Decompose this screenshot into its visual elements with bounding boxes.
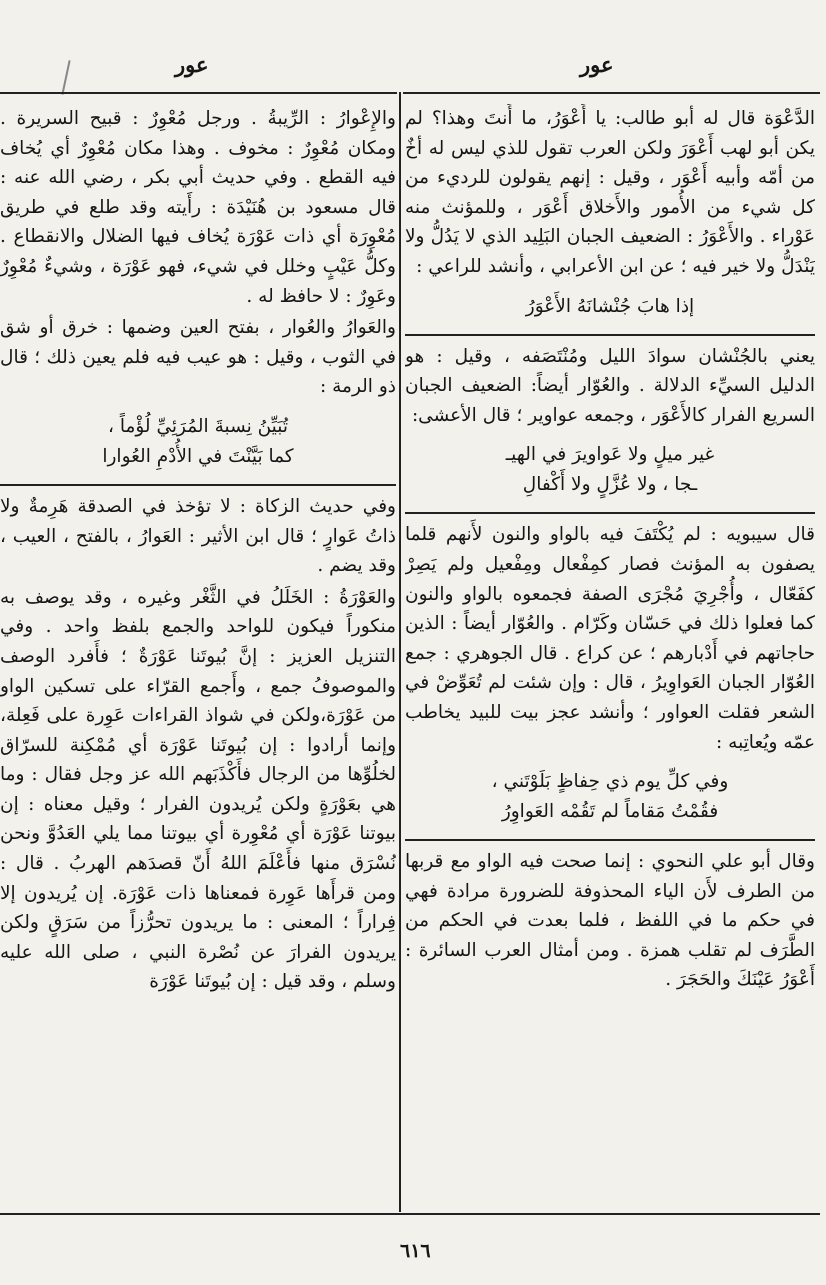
paragraph: والعَوارُ والعُوار ، بفتح العين وضمها : خرق أو شق في الثوب ، وقيل : هو عيب فيه فلم يعين ذلك ؛ قال ذو الرمة : [0, 317, 396, 398]
verse-line: ـجا ، ولا عُزَّلٍ ولا أَكْفالِ [522, 474, 698, 496]
verse-line: كما بَيَّنْتَ في الأُدْمِ العُوارا [102, 445, 294, 467]
right-column [405, 104, 815, 1214]
separator [405, 512, 815, 514]
verse-line: إذا هابَ جُنْشانَهُ الأَعْوَرُ [525, 295, 695, 317]
paragraph: وفي حديث الزكاة : لا تؤخذ في الصدقة هَرِمةٌ ولا ذاتُ عَوارٍ ؛ قال ابن الأثير : العَوارُ ، بالفتح ، العيب ، وقد يضم . [0, 495, 396, 577]
left-column [0, 104, 396, 1214]
paragraph: وقال أبو علي النحوي : إنما صحت فيه الواو مع قربها من الطرف لأَن الياء المحذوفة للضرورة مرادة فهي في حكم ما في اللفظ ، فلما بعدت في الحكم من الطَّرَف لم تقلب همزة . ومن أمثال العرب السائرة : أَعْوَرُ عَيْنَكَ والحَجَرَ . [405, 851, 815, 991]
verse-line: غير ميلٍ ولا عَواويرَ في الهيـ [505, 444, 715, 466]
verse [0, 412, 396, 472]
header-word-left: عور [175, 52, 209, 77]
verse [405, 292, 815, 322]
column-divider [399, 92, 401, 1212]
paragraph: قال سيبويه : لم يُكْتَفَ فيه بالواو والنون لأَنهم قلما يصفون به المؤنث فصار كمِفْعال ومِفْعيل ولم يَصِرْ كفَعّال ، وأُجْرِيَ مُجْرَى الصفة فجمعوه بالواو والنون كما فعلوا ذلك في حَسّان وكَرّام . والعُوّار أيضاً : الذين حاجاتهم في أَدْبارهم ؛ عن كراع . قال الجوهري : جمع العُوّار الجبان العَواوِيرُ ، قال : وإن شئت لم تُعَوِّضْ في الشعر فقلت العواور ؛ وأنشد عجز بيت للبيد يخاطب عمّه ويُعاتِبه : [405, 524, 815, 753]
header-word-right: عور [580, 52, 614, 77]
verse-line: وفي كلِّ يوم ذي حِفاظٍ بَلَوْتَني ، [491, 771, 729, 793]
paragraph: والإِعْوارُ : الرِّيبةُ . ورجل مُعْوِرٌ : قبيح السريرة . ومكان مُعْوِرٌ : مخوف . وهذا مكان مُعْوِرٌ أي يُخاف فيه القطع . وفي حديث أبي بكر ، رضي الله عنه : قال مسعود بن هُنَيْدَة : رأَيته وقد طلع في طريق مُعْوِرَة أي ذات عَوْرَة يُخاف فيها الضلال والانقطاع . وكلُّ عَيْبٍ وخلل في شيء، فهو عَوْرَة ، وشيءٌ مُعْوِرٌ وعَوِرٌ : لا حافظ له . [0, 108, 396, 307]
header-rule-right [403, 92, 820, 94]
separator [405, 839, 815, 841]
separator [0, 484, 396, 486]
verse [405, 767, 815, 827]
page-number: ٦١٦ [400, 1240, 431, 1262]
verse-line: فقُمْتُ مَقاماً لم تَقُمْه العَواوِرُ [501, 801, 719, 823]
verse [405, 440, 815, 500]
separator [405, 334, 815, 336]
header-rule-left [0, 92, 397, 94]
paragraph: يعني بالجُنْشان سوادَ الليل ومُنْتَصَفه ، وقيل : هو الدليل السيِّء الدلالة . والعُوّار أيضاً: الضعيف الجبان السريع الفرار كالأَعْوَر ، وجمعه عواوير ؛ قال الأعشى: [405, 345, 815, 426]
verse-line: تُبَيِّنُ نِسبةَ المُرَئِيِّ لُؤْماً ، [107, 415, 289, 437]
paragraph: الدَّعْوَة قال له أبو طالب: يا أَعْوَرُ، ما أَنتَ وهذا؟ لم يكن أبو لهب أَعْوَرَ ولكن العرب تقول للذي ليس له أخٌ من أمّه وأبيه أَعْوَر ، وقيل : إنهم يقولون للرديء من كل شيء من الأُمور والأَخلاق أَعْوَر ، وللمؤنث منه عَوْراء . والأَعْوَرُ : الضعيف الجبان البَلِيد الذي لا يَدُلُّ ولا يَنْدَلُّ ولا خير فيه ؛ عن ابن الأعرابي ، وأنشد للراعي : [405, 108, 815, 277]
scan-mark [61, 60, 70, 95]
paragraph: والعَوْرَةُ : الخَلَلُ في الثَّغْر وغيره ، وقد يوصف به منكوراً فيكون للواحد والجمع بلفظ واحد . وفي التنزيل العزيز : إنَّ بُيوتَنا عَوْرَةٌ ؛ فأَفرد الوصف والموصوفُ جمع ، وأَجمع القرّاء على تسكين الواو من عَوْرَة،ولكن في شواذ القراءات عَوِرة على فَعِلة، وإنما أرادوا : إن بُيوتَنا عَوْرَة أي مُمْكِنة للسرّاق لخلُوِّها من الرجال فأَكْذَبَهم الله عز وجل فقال : وما هي بعَوْرَةٍ ولكن يُريدون الفرار ؛ وقيل معناه : إن بيوتنا عَوْرَة أي مُعْوِرة أي بيوتنا مما يلي العَدُوَّ ونحن نُسْرَق منها فأَعْلَمَ اللهُ أَنّ قصدَهم الهربُ . قال : ومن قرأَها عَوِرة فمعناها ذات عَوْرَة. إن يُريدون إلا فِراراً ؛ المعنى : ما يريدون تحرُّزاً من سَرَقٍ ولكن يريدون الفرارَ عن نُصْرة النبي ، صلى الله عليه وسلم ، وقد قيل : إن بُيوتَنا عَوْرَة [0, 586, 396, 993]
